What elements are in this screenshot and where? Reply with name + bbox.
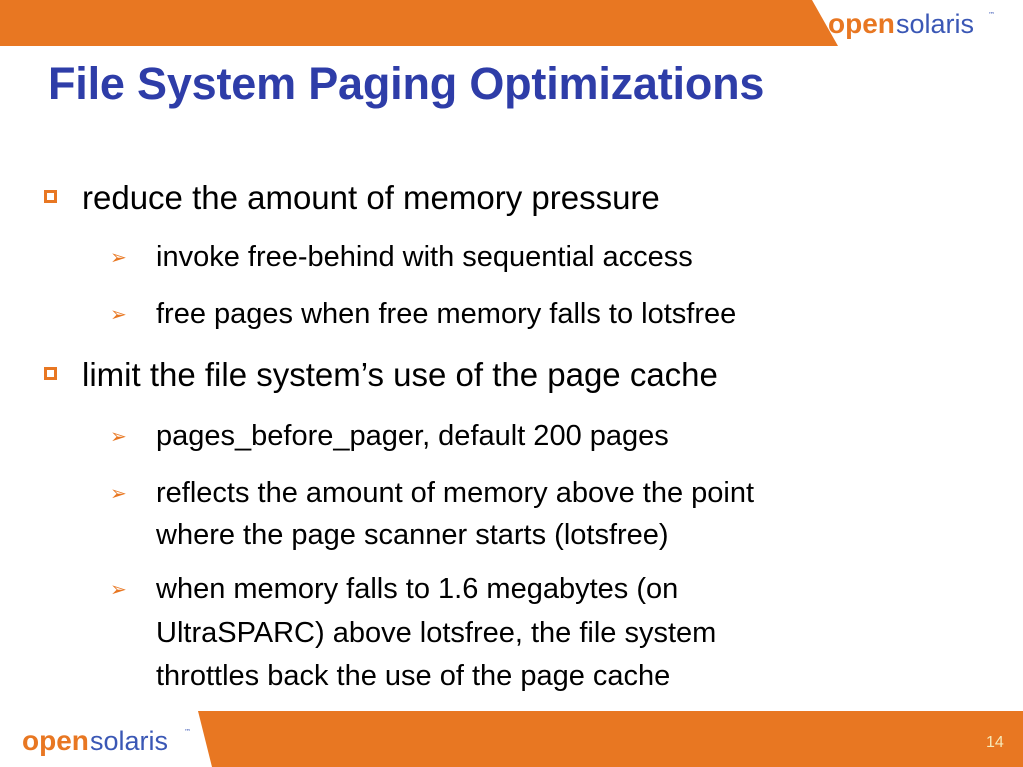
opensolaris-logo-top bbox=[828, 5, 998, 41]
bullet-level2: invoke free-behind with sequential access bbox=[156, 241, 693, 273]
bullet-level2-continuation: throttles back the use of the page cache bbox=[156, 660, 671, 692]
arrow-bullet-icon: ➢ bbox=[110, 424, 127, 448]
bullet-level2: reflects the amount of memory above the point bbox=[156, 477, 755, 509]
bullet-level2-continuation: where the page scanner starts (lotsfree) bbox=[156, 519, 669, 551]
opensolaris-logo-bottom bbox=[22, 722, 194, 758]
page-number: 14 bbox=[986, 734, 1004, 751]
arrow-bullet-icon: ➢ bbox=[110, 302, 127, 326]
arrow-bullet-icon: ➢ bbox=[110, 481, 127, 505]
bullet-level2: when memory falls to 1.6 megabytes (on bbox=[156, 573, 679, 605]
svg-text:™: ™ bbox=[988, 11, 995, 19]
bullet-level1: reduce the amount of memory pressure bbox=[82, 179, 660, 216]
svg-text:™: ™ bbox=[184, 728, 191, 736]
bottom-banner bbox=[212, 711, 1023, 767]
svg-text:solaris: solaris bbox=[896, 9, 975, 39]
svg-text:open: open bbox=[22, 725, 89, 756]
bullet-level2-continuation: UltraSPARC) above lotsfree, the file system bbox=[156, 617, 717, 649]
square-bullet-icon bbox=[44, 367, 57, 380]
svg-text:open: open bbox=[828, 8, 895, 39]
bullet-level1: limit the file system’s use of the page cache bbox=[82, 356, 718, 393]
bullet-level2: pages_before_pager, default 200 pages bbox=[156, 420, 669, 452]
bullet-level2: free pages when free memory falls to lotsfree bbox=[156, 298, 737, 330]
slide-title: File System Paging Optimizations bbox=[48, 58, 765, 109]
svg-text:solaris: solaris bbox=[90, 726, 169, 756]
top-banner bbox=[0, 0, 812, 46]
square-bullet-icon bbox=[44, 190, 57, 203]
arrow-bullet-icon: ➢ bbox=[110, 577, 127, 601]
arrow-bullet-icon: ➢ bbox=[110, 245, 127, 269]
